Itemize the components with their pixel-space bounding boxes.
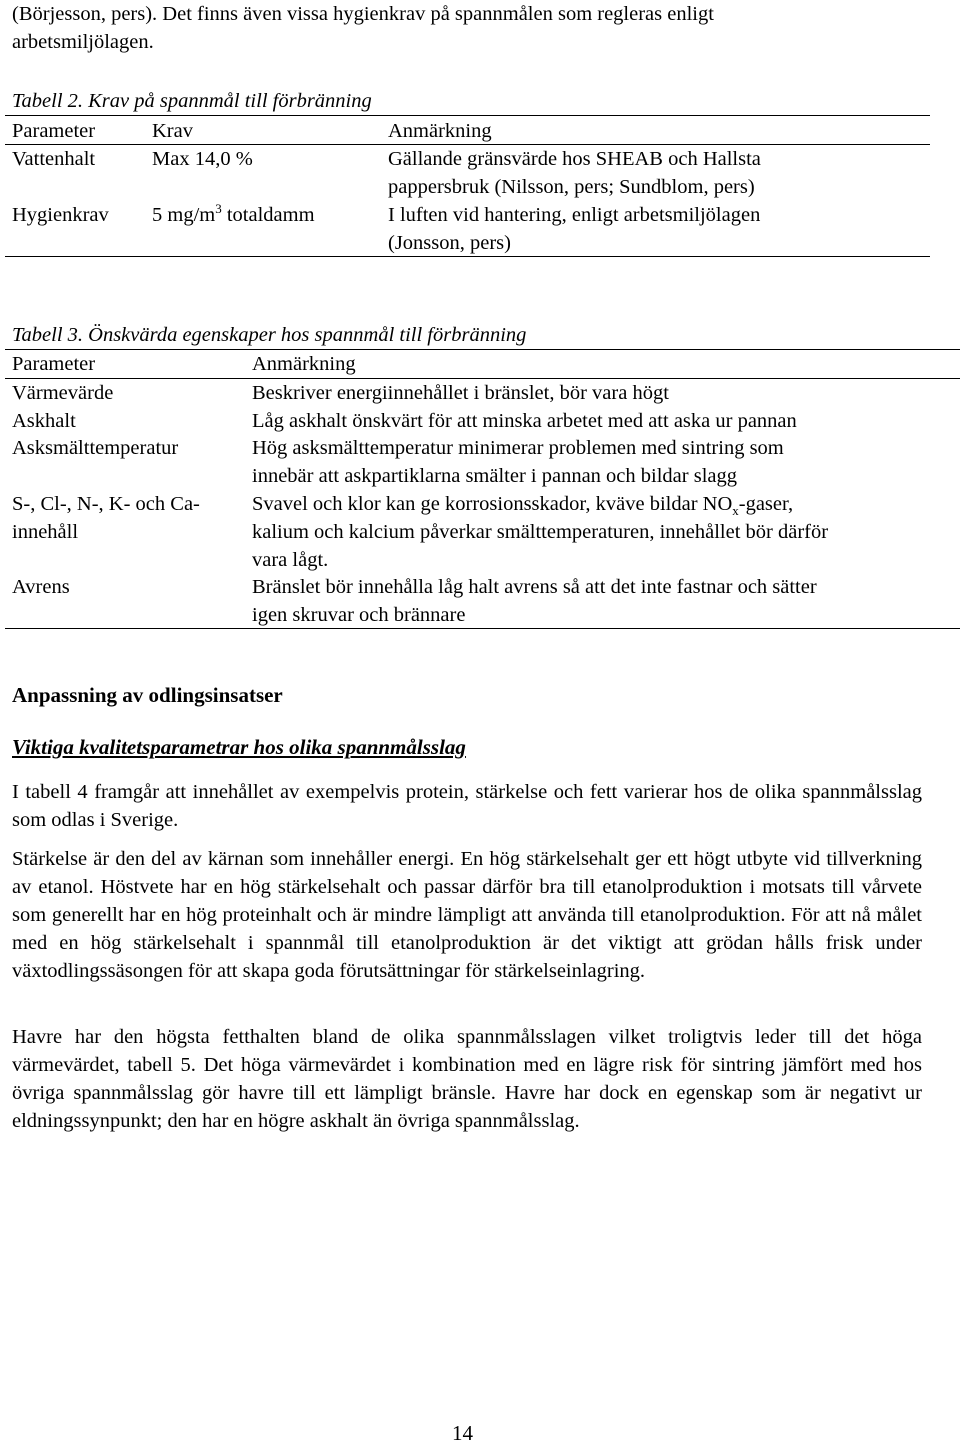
table-3-top-rule: [5, 349, 960, 350]
table-2-top-rule: [5, 115, 930, 116]
table-2-row-2-anmarkning-line-2: (Jonsson, pers): [388, 232, 511, 254]
table-2-row-1-anmarkning-line-1: Gällande gränsvärde hos SHEAB och Hallsta: [388, 148, 761, 170]
section-heading: Anpassning av odlingsinsatser: [12, 683, 283, 707]
table-3-caption: Tabell 3. Önskvärda egenskaper hos spannmål till förbränning: [12, 324, 527, 346]
intro-line-1: (Börjesson, pers). Det finns även vissa hygienkrav på spannmålen som regleras enligt: [12, 3, 714, 25]
table-3-row-4-anmarkning-line-1: Svavel och klor kan ge korrosionsskador, kväve bildar $NO_x$-gaser,: [252, 493, 794, 519]
table-2-bottom-rule: [5, 256, 930, 257]
table-3-row-4-anmarkning-line-2: kalium och kalcium påverkar smälttemperaturen, innehållet bör därför: [252, 521, 829, 543]
table-2-row-2-krav: 5 $mg/m^3$ totaldamm: [152, 201, 315, 226]
table-2-row-1-parameter: Vattenhalt: [12, 148, 96, 170]
table-3-row-5-parameter: Avrens: [12, 576, 70, 598]
table-3-row-5-anmarkning-line-1: Bränslet bör innehålla låg halt avrens så att det inte fastnar och sätter: [252, 576, 817, 598]
table-2-caption: Tabell 2. Krav på spannmål till förbränning: [12, 90, 372, 112]
section-subheading: Viktiga kvalitetsparametrar hos olika spannmålsslag: [12, 735, 466, 759]
page-number: 14: [452, 1421, 473, 1445]
table-2-header-anmarkning: Anmärkning: [388, 120, 492, 142]
table-3-row-1-anmarkning: Beskriver energiinnehållet i bränslet, bör vara högt: [252, 382, 669, 404]
table-3-row-5-anmarkning-line-2: igen skruvar och brännare: [252, 604, 466, 626]
table-2-row-2-parameter: Hygienkrav: [12, 204, 109, 226]
table-3-bottom-rule: [5, 628, 960, 629]
table-2-row-2-anmarkning-line-1: I luften vid hantering, enligt arbetsmiljölagen: [388, 204, 761, 226]
table-3-row-4-parameter-line-1: S-, Cl-, N-, K- och Ca-: [12, 493, 200, 515]
paragraph-1: I tabell 4 framgår att innehållet av exempelvis protein, stärkelse och fett varierar hos de olika spannmålsslag som odlas i Sverige.: [12, 781, 922, 831]
table-3-row-4-anmarkning-line-3: vara lågt.: [252, 549, 329, 571]
table-2-header-krav: Krav: [152, 120, 193, 142]
table-3-row-4-parameter-line-2: innehåll: [12, 521, 79, 543]
table-2-row-1-krav: Max 14,0 %: [152, 148, 253, 170]
table-3-row-3-anmarkning-line-1: Hög asksmälttemperatur minimerar problemen med sintring som: [252, 437, 784, 459]
table-3-header-anmarkning: Anmärkning: [252, 353, 356, 375]
table-3-row-3-parameter: Asksmälttemperatur: [12, 437, 179, 459]
table-3-row-3-anmarkning-line-2: innebär att askpartiklarna smälter i pannan och bildar slagg: [252, 465, 737, 487]
table-3-row-2-anmarkning: Låg askhalt önskvärt för att minska arbetet med att aska ur pannan: [252, 410, 797, 432]
table-3-header-parameter: Parameter: [12, 353, 96, 375]
intro-line-2: arbetsmiljölagen.: [12, 31, 154, 53]
paragraph-3: Havre har den högsta fetthalten bland de olika spannmålsslagen vilket troligtvis leder till det höga värmevärdet, tabell 5. Det höga värmevärdet i kombination med en lägre risk för sintring jämfört med hos övriga spannmålsslag gör havre till ett lämpligt bränsle. Havre har dock en egenskap som är negativt ur eldningssynpunkt; den har en högre askhalt än övriga spannmålsslag.: [12, 1026, 922, 1132]
table-2-header-parameter: Parameter: [12, 120, 96, 142]
table-3-row-2-parameter: Askhalt: [12, 410, 76, 432]
table-2-row-1-anmarkning-line-2: pappersbruk (Nilsson, pers; Sundblom, pers): [388, 176, 755, 198]
table-3-row-1-parameter: Värmevärde: [12, 382, 114, 404]
paragraph-2: Stärkelse är den del av kärnan som innehåller energi. En hög stärkelsehalt ger ett högt utbyte vid tillverkning av etanol. Höstvete har en hög stärkelsehalt och passar därför bra till etanolproduktion i motsats till vårvete som generellt har en hög proteinhalt och är mindre lämpligt att använda till etanolproduktion. För att nå målet med en hög stärkelsehalt i spannmål till etanolproduktion är det viktigt att grödan hålls frisk under växtodlingssäsongen för att skapa goda förutsättningar för stärkelseinlagring.: [12, 848, 922, 982]
